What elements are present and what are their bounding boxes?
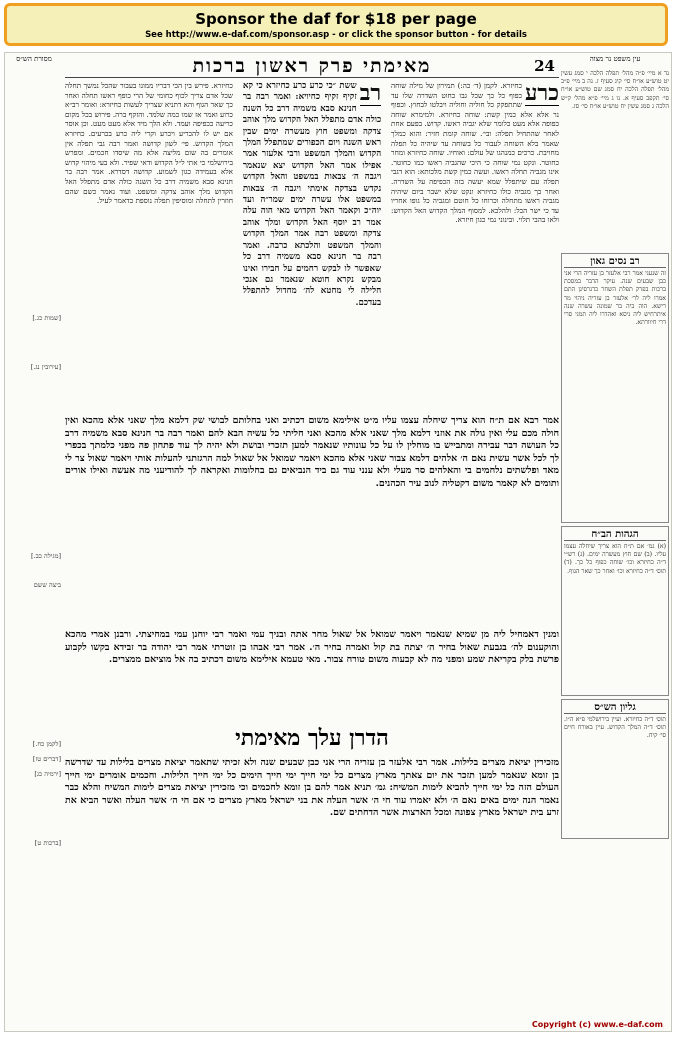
rashi-commentary: [391, 81, 559, 411]
mishnah-text: מזכירין יציאת מצרים בלילות. אמר רבי אלעזר בן עזריה הרי אני כבן שבעים שנה ולא זכיתי שתאמר יציאת מצרים בלילות עד שדרשה בן זומא שנאמר למען תזכר את יום צאתך מארץ מצרים כל ימי חייך ימי חייך הימים כל ימי חייך הלילות. וחכמים אומרים ימי חייך העולם הזה כל ימי חייך להביא לימות המשיח: גמ׳ תניא אמר להם בן זומא לחכמים וכי מזכירין יציאת מצרים לימות המשיח והלא כבר נאמר הנה ימים באים נאם ה׳ ולא יאמרו עוד חי ה׳ אשר העלה את בני ישראל מארץ מצרים כי אם חי ה׳ אשר העלה ואשר הביא את זרע בית ישראל מארץ צפונה ומכל הארצות אשר הדחתים שם.: [65, 757, 559, 819]
gemara-main: [65, 415, 559, 1029]
sponsor-subtitle[interactable]: See http://www.e-daf.com/sponsor.asp - or click the sponsor button - for details: [145, 30, 527, 40]
masoret-note: [ברכות ט]: [34, 839, 61, 847]
left-margin: [7, 55, 61, 1029]
tosafot-commentary: [65, 81, 233, 411]
masoret-note: ביצה ששם: [33, 581, 61, 589]
sponsor-banner[interactable]: [4, 3, 668, 46]
gemara-main-text-2: ומנין דאמחיל ליה מן שמיא שנאמר ויאמר שמואל אל שאול מחר אתה ובניך עמי ואמר רבי יוחנן עמי במחיצתי. ורבנן אמרי מהכא והוקענום לה׳ בגבעת שאול בחיר ה׳ יצתה בת קול ואמרה בחיר ה׳. אמר רבי אבהו בן זוטרתי אמר רבי יהודה בר זבידא בקשו לקבוע פרשת בלק בקריאת שמע ומפני מה לא קבעוה משום טורח צבור. מאי טעמא אילימא משום דכתיב בה אל מוציאם ממצרים.: [65, 629, 559, 666]
masoret-note: [ירמיה כג]: [34, 770, 61, 778]
rashi-opening-word: כרע: [524, 81, 559, 106]
rashi-text: כחיזרא. לקמן (ד׳ כה:) תמירון של מילה שוחה כפוף כל כך שכל גבו כחוט השדרה שלו עד שתתפקק כל חוליה וחוליה ויבלטו לבחוץ. וכפוף נר אלא אלא כמין קשת: שוחה כחיזרא. ולמימרא שוחה כפופה אלא מעט כלומר שלא יגביה ראשו. קדוש. בפעם אחת לאחר שהתחיל תפלה: ובי׳. שוחה קומת חזיר: והוא כמלך שאמר בלא השוחה לעבור כל בשוחה עד שיהיה כל תפלה מחויבת. כרכים כמנהגו של עולם: ואוחיו. שוחה כחיזרא ומחר כחוטר. ונקט נמי שוחה כי היכי שהגביה ראשו כמו כחוטר. אינו מגביה תחלה ראשו. ועשה כמין קשת מלכותא: הוא דגבי תפלה עם שיתפלל שמא יעשה בזה הכפיפה על השדרה. ואחר כך מגביה כולו כחיזרא ונקט שלא ישבר ביום שיהיה מגביה ראשו מתחלה וכרוחו כל חוטם ומגביה כל גופו אחריו עד כי ישר הכל: ולהלכא. למסוף המלך הקדוש האל הקדוש: ולאו בהבי תלוי. ובינוני נמי כגון חיזרא.: [391, 81, 559, 225]
sponsor-title: Sponsor the daf for $18 per page: [195, 10, 477, 28]
commentary-area: [65, 81, 559, 411]
tosafot-text: כחיזרא. פירש בין הכי דבריו ממונו בעבור שהכל נמשך תחלה שכל אדם צריך לכוף כחומי של הרי כופף ראשו תחלה ואחר כך שאר הגוף והא דתניא שצריך לעשות כחיזרא: ואומר רב״א כרוע ואמר אז שמו כמה שלמד. והזקף ברה. פירוש בכל מקום כריעה ככפיפה ועמד. ולא הלך מיד אלא מעט מעט. וכן אוסר אם יש לו להכריע ויכרע וקרי ליה כרע בכרעים. כחיזרא המלך הקדוש. פי׳ לשון קדושה ואמר רבה גבי תפלה אין אומרים בה שום מליצה אלא מה שיסדו חכמים. ומפרש בירושלמי כי אתי ל״ל הקדוש ודאי שפיר. ולא בעי מיהוי קדוש אלא בעמידה כגון לשמוע. קדושה דסדרא. אמר רבה בר חנינא סבא משמיה דרב כל השנה כולה אדם מתפלל האל הקדוש מלך אוהב צדקה ומשפט. ועוד נאמר כשם שהם חוזרין לתחלה ומוסיפין תפלה נוספת כדאמר לעיל.: [65, 81, 233, 206]
hagahot-text: (א) גמ׳ אם ת״ח הוא צריך שיחלה עצמו עליו. (ב) שם חוץ מעשרה ימים. (ג) רש״י ד״ה כחיזרא וכו׳ שוחה כפוף כל כך. (ד) תוס׳ ד״ה כחיזרא וכו׳ ואחר כך שאר הגוף.: [564, 543, 666, 575]
gilyon-box: [561, 699, 669, 839]
gemara-top-text: ששת ״כי כרע כרע כחיזרא כי קא זקיף זקיף כחיויא: ואמר רבה בר חנינא סבא משמיה דרב כל השנה כולה אדם מתפלל האל הקדוש מלך אוהב צדקה ומשפט חוץ מעשרה ימים שבין ראש השנה ויום הכפורים שמתפלל המלך הקדוש והמלך המשפט ורבי אלעזר אמר אפילו אמר האל הקדוש יצא שנאמר ויגבה ה׳ צבאות במשפט והאל הקדוש נקדש בצדקה אימתי ויגבה ה׳ צבאות במשפט אלו עשרה ימים שמר״ה ועד יוה״כ וקאמר האל הקדוש מאי הוה עלה אמר רב יוסף האל הקדוש ומלך אוהב צדקה ומשפט רבה אמר המלך הקדוש והמלך המשפט והלכתא כרבה. ואמר רבה בר חנינא סבא משמיה דרב כל שאפשר לו לבקש רחמים על חבירו ואינו מבקש נקרא חוטא שנאמר גם אנכי חלילה לי מחטא לה׳ מחדול להתפלל בעדכם.: [242, 81, 382, 308]
right-margin: [561, 55, 669, 1029]
ein-mishpat-label: עין משפט נר מצוה: [589, 55, 641, 63]
masoret-label: מסורת הש״ס: [16, 55, 52, 63]
gemara-opening-word: רב: [359, 81, 382, 106]
hagahot-title: הגהות הב״ח: [564, 529, 666, 541]
hagahot-box: [561, 526, 669, 696]
rav-nissim-box: [561, 253, 669, 523]
gemara-top: [243, 81, 381, 411]
masoret-note: [עירובין נג.]: [30, 363, 61, 371]
main-text-area: [65, 55, 559, 1029]
masoret-note: [לקמן כח.]: [32, 740, 61, 748]
ein-mishpat-text: נד א מיי׳ פ״ה מהל׳ תפלה הלכה י סמג עשין יט טוש״ע או״ח סי׳ קיג סעיף ז. נה ב מיי׳ פ״ב מהל׳ תפלה הלכה יח סמג שם טוש״ע או״ח סי׳ תקפב סעיף א. נו ג מיי׳ פ״א מהל׳ ק״ש הלכה ג סמג עשין יח טוש״ע או״ח סי׳ סז.: [561, 70, 669, 110]
rav-nissim-title: רב נסים גאון: [564, 256, 666, 268]
talmud-page: [4, 52, 672, 1032]
masoret-note: [דברים טז]: [32, 755, 61, 763]
masoret-note: [שמות כג.]: [32, 314, 61, 322]
masoret-note: [מגילה כב.]: [31, 552, 61, 560]
page-header: [65, 55, 559, 78]
page-number: 24: [534, 57, 555, 75]
gilyon-title: גליון הש״ס: [564, 702, 666, 714]
page-title: מאימתי פרק ראשון ברכות: [192, 55, 432, 77]
rav-nissim-text: זה שנעני אמר רבי אלעזר בן עזריה הרי אני כבן שבעים שנה. עיקר הדבר במסכת ברכות בפרק תפלת השחר כדגרסינן התם אמרו ליה לר׳ אלעזר בן עזריה ניהוי מר רישא. הוה ביה בר שמונה עשרה שנה איתרחיש ליה ניסא ואהדרו ליה תמני סרי דרי חיוורתא.: [564, 270, 666, 327]
gilyon-text: תוס׳ ד״ה כחיזרא. ועיין בירושלמי פ״א ה״ו. תוס׳ ד״ה המלך הקדוש. עיין באורח חיים סי׳ קיח.: [564, 716, 666, 740]
gemara-main-text: אמר רבא אם ת״ח הוא צריך שיחלה עצמו עליו מ״ט אילימא משום דכתיב ואני בחלותם לבושי שק דלמא מלך שאני אלא מהכא ואין חולה מכם עלי ואין גולה את אוזני דלמא מלך שאני אלא מהכא ואני חליתי כל עשיה הבא להם ואמר רבה בר חנינא סבא משמיה דרב כל העושה דבר עבירה ומתבייש בו מוחלין לו על כל עונותיו שנאמר למען תזכרי ובושת ולא יהיה לך עוד פתחון פה מפני כלמתך בכפרי לך לכל אשר עשית נאם ה׳ אלהים דלמא צבור שאני אלא מהכא ויאמר שמואל אל שאול למה הרגזתני להעלות אותי ויאמר שאול צר לי מאד ופלשתים נלחמים בי והאלהים סר מעלי ולא ענני עוד גם ביד הנביאים גם בחלומות ואקראה לך להודיעני מה אעשה ואילו אורים ותומים לא קאמר משום דקטליה לנוב עיר הכהנים.: [65, 415, 559, 489]
copyright-notice[interactable]: Copyright (c) www.e-daf.com: [531, 1020, 663, 1029]
hadran-title: הדרן עלך מאימתי: [235, 725, 389, 751]
